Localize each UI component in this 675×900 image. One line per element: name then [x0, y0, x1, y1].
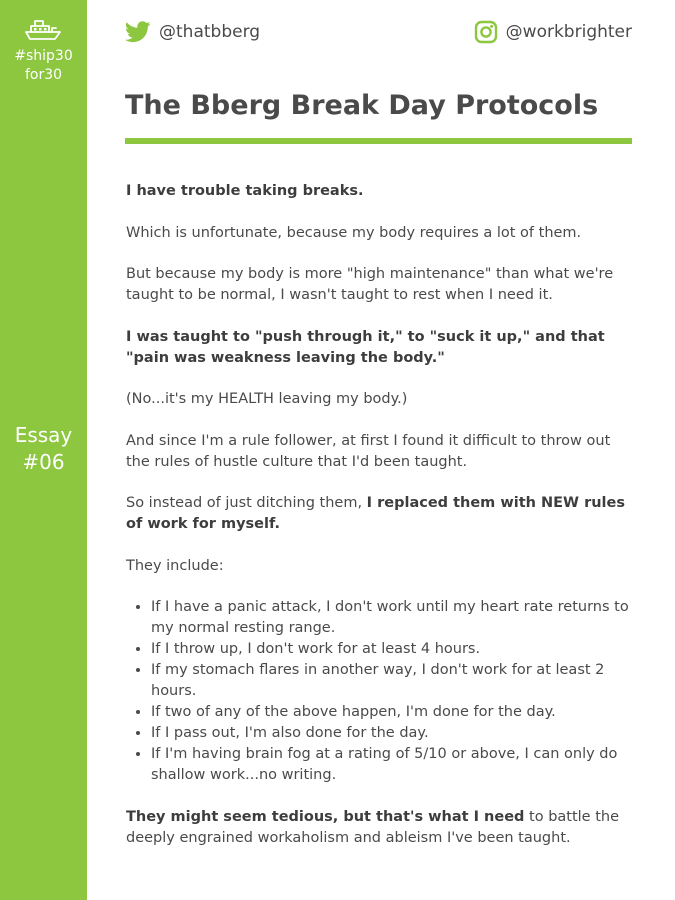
- ship-icon: [23, 18, 63, 42]
- paragraph-7-plain: So instead of just ditching them,: [126, 495, 367, 511]
- instagram-handle[interactable]: @workbrighter: [505, 22, 632, 42]
- title-underline: [125, 138, 632, 144]
- paragraph-1-text: I have trouble taking breaks.: [126, 183, 364, 199]
- paragraph-8: They include:: [126, 557, 224, 574]
- list-item: • If my stomach flares in another way, I don't work for at least 2 hours.: [151, 660, 636, 702]
- paragraph-3: But because my body is more "high maintenance" than what we're taught to be normal, I wasn't taught to rest when I need it.: [126, 266, 614, 303]
- instagram-handle-group: [474, 18, 632, 46]
- essay-body: [126, 181, 636, 870]
- paragraph-2: Which is unfortunate, because my body requires a lot of them.: [126, 224, 582, 241]
- twitter-icon: [125, 21, 151, 43]
- paragraph-4: [126, 327, 636, 369]
- ship30-tag: [0, 47, 87, 85]
- essay-index: #06: [22, 450, 65, 474]
- paragraph-9: [126, 807, 636, 849]
- list-item: • If I'm having brain fog at a rating of 5/10 or above, I can only do shallow work...no writing.: [151, 744, 636, 786]
- paragraph-7-bold: I replaced them with NEW rules of work for myself.: [126, 495, 625, 532]
- essay-number: [0, 422, 87, 476]
- essay-label: Essay: [14, 423, 73, 447]
- twitter-handle[interactable]: @thatbberg: [159, 22, 261, 42]
- paragraph-5: (No...it's my HEALTH leaving my body.): [126, 391, 408, 407]
- ship30-tag-line2: for30: [24, 67, 63, 83]
- paragraph-9-bold: They might seem tedious, but that's what I need: [126, 809, 525, 825]
- sidebar: [0, 0, 87, 900]
- paragraph-7: [126, 493, 636, 535]
- paragraph-9-plain: to battle the deeply engrained workaholism and ableism I've been taught.: [126, 809, 620, 846]
- list-item: • If I pass out, I'm also done for the day.: [151, 723, 636, 744]
- instagram-icon: [474, 20, 498, 44]
- list-item: • If I have a panic attack, I don't work until my heart rate returns to my normal resting range.: [151, 597, 636, 639]
- paragraph-4-text: I was taught to "push through it," to "suck it up," and that "pain was weakness leaving the body.": [126, 328, 605, 366]
- twitter-handle-group: [125, 18, 260, 46]
- list-item: • If two of any of the above happen, I'm done for the day.: [151, 702, 636, 723]
- list-item: • If I throw up, I don't work for at least 4 hours.: [151, 639, 636, 660]
- rules-list: [126, 597, 636, 786]
- paragraph-6: And since I'm a rule follower, at first I found it difficult to throw out the rules of hustle culture that I'd been taught.: [126, 432, 611, 470]
- ship30-tag-line1: #ship30: [14, 48, 73, 64]
- paragraph-1: [126, 181, 636, 202]
- page-title: The Bberg Break Day Protocols: [125, 90, 599, 121]
